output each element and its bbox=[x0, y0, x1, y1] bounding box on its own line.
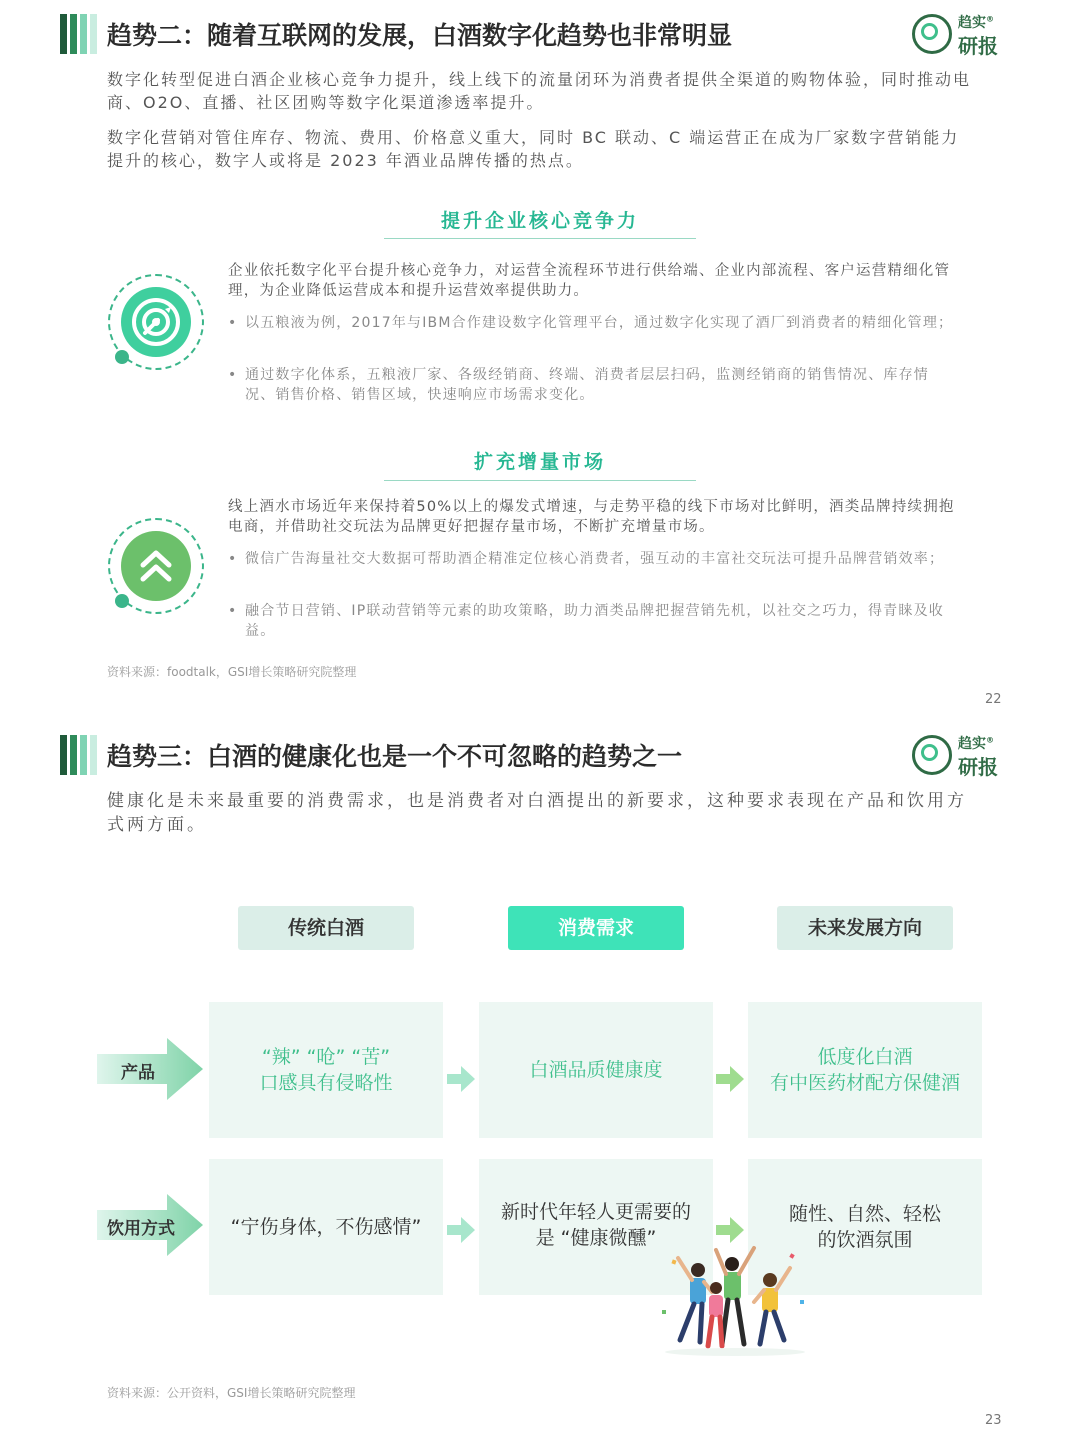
bullet-item: • 融合节日营销、IP联动营销等元素的助攻策略，助力酒类品牌把握营销先机，以社交之巧力，得青睐及收益。 bbox=[228, 603, 944, 639]
section-divider bbox=[384, 238, 696, 239]
bullet-text: 微信广告海量社交大数据可帮助酒企精准定位核心消费者，强互动的丰富社交玩法可提升品牌营销效率； bbox=[245, 551, 945, 567]
column-header-demand: 消费需求 bbox=[508, 906, 684, 950]
bullet-text: 通过数字化体系，五粮液厂家、各级经销商、终端、消费者层层扫码，监测经销商的销售情况、库存情况、销售价格、销售区域，快速响应市场需求变化。 bbox=[245, 367, 929, 403]
logo-text-top: 趋实 bbox=[958, 15, 986, 31]
cell-line: 的饮酒氛围 bbox=[817, 1229, 913, 1251]
row-label: 产品 bbox=[121, 1063, 155, 1083]
row-label-drinking-style bbox=[97, 1194, 203, 1256]
bullet-item: • 微信广告海量社交大数据可帮助酒企精准定位核心消费者，强互动的丰富社交玩法可提升品牌营销效率； bbox=[228, 551, 945, 567]
bullet-item: • 以五粮液为例，2017年与IBM合作建设数字化管理平台，通过数字化实现了酒厂到消费者的精细化管理； bbox=[228, 315, 954, 331]
target-icon bbox=[121, 287, 191, 357]
cell-line: 新时代年轻人更需要的 bbox=[500, 1201, 691, 1223]
logo-text-top: 趋实 bbox=[958, 736, 986, 752]
cell-line: “宁伤身体，不伤感情” bbox=[230, 1216, 422, 1238]
page-title: 趋势二：随着互联网的发展，白酒数字化趋势也非常明显 bbox=[107, 21, 733, 50]
table-cell bbox=[209, 1159, 443, 1295]
brand-logo bbox=[912, 12, 1008, 58]
right-arrow-icon bbox=[447, 1217, 475, 1243]
page-number: 23 bbox=[985, 1413, 1002, 1428]
cell-line: 低度化白酒 bbox=[817, 1046, 913, 1068]
logo-inner-ring-icon bbox=[921, 23, 938, 40]
section-title: 提升企业核心竞争力 bbox=[440, 210, 639, 232]
intro-paragraph-1: 数字化转型促进白酒企业核心竞争力提升，线上线下的流量闭环为消费者提供全渠道的购物体验，同时推动电商、O2O、直播、社区团购等数字化渠道渗透率提升。 bbox=[107, 70, 972, 112]
header-bars bbox=[60, 14, 97, 54]
logo-inner-ring-icon bbox=[921, 744, 938, 761]
logo-registered-mark: ® bbox=[986, 735, 994, 745]
cell-line: 随性、自然、轻松 bbox=[788, 1203, 941, 1225]
intro-paragraph-2: 数字化营销对管住库存、物流、费用、价格意义重大，同时 BC 联动、C 端运营正在成为厂家数字营销能力提升的核心，数字人或将是 2023 年酒业品牌传播的热点。 bbox=[107, 128, 960, 170]
bullet-item: • 通过数字化体系，五粮液厂家、各级经销商、终端、消费者层层扫码，监测经销商的销售情况、库存情况、销售价格、销售区域，快速响应市场需求变化。 bbox=[228, 367, 929, 403]
row-label: 饮用方式 bbox=[107, 1219, 175, 1239]
section-divider bbox=[384, 480, 696, 481]
table-cell bbox=[748, 1002, 982, 1138]
section-icon-badge bbox=[108, 518, 204, 614]
brand-logo bbox=[912, 733, 1008, 779]
right-arrow-icon bbox=[716, 1066, 744, 1092]
row-label-product bbox=[97, 1038, 203, 1100]
celebrating-people-illustration bbox=[650, 1240, 820, 1360]
bullet-text: 融合节日营销、IP联动营销等元素的助攻策略，助力酒类品牌把握营销先机，以社交之巧力，得青睐及收益。 bbox=[245, 603, 944, 639]
source-note: 资料来源：foodtalk，GSI增长策略研究院整理 bbox=[107, 665, 357, 679]
cell-line: 是 “健康微醺” bbox=[535, 1227, 657, 1249]
table-cell bbox=[209, 1002, 443, 1138]
header-bars bbox=[60, 735, 97, 775]
logo-registered-mark: ® bbox=[986, 14, 994, 24]
column-header-future: 未来发展方向 bbox=[777, 906, 953, 950]
section-icon-badge bbox=[108, 274, 204, 370]
cell-line: “辣” “呛” “苦” bbox=[261, 1046, 391, 1068]
page-title: 趋势三：白酒的健康化也是一个不可忽略的趋势之一 bbox=[107, 742, 683, 771]
section-title: 扩充增量市场 bbox=[473, 451, 606, 473]
source-note: 资料来源：公开资料，GSI增长策略研究院整理 bbox=[107, 1386, 356, 1400]
bullet-text: 以五粮液为例，2017年与IBM合作建设数字化管理平台，通过数字化实现了酒厂到消费者的精细化管理； bbox=[245, 315, 954, 331]
section-description: 线上酒水市场近年来保持着50%以上的爆发式增速，与走势平稳的线下市场对比鲜明，酒类品牌持续拥抱电商，并借助社交玩法为品牌更好把握存量市场，不断扩充增量市场。 bbox=[228, 499, 955, 535]
cell-line: 有中医药材配方保健酒 bbox=[769, 1072, 960, 1094]
cell-line: 口感具有侵略性 bbox=[259, 1072, 393, 1094]
section-description: 企业依托数字化平台提升核心竞争力，对运营全流程环节进行供给端、企业内部流程、客户运营精细化管理，为企业降低运营成本和提升运营效率提供助力。 bbox=[228, 263, 951, 299]
table-cell bbox=[479, 1002, 713, 1138]
right-arrow-icon bbox=[447, 1066, 475, 1092]
double-chevron-up-icon bbox=[121, 531, 191, 601]
cell-line: 白酒品质健康度 bbox=[529, 1059, 663, 1081]
column-header-traditional: 传统白酒 bbox=[238, 906, 414, 950]
logo-text-bottom: 研报 bbox=[958, 34, 998, 58]
intro-paragraph: 健康化是未来最重要的消费需求，也是消费者对白酒提出的新要求，这种要求表现在产品和饮用方式两方面。 bbox=[107, 791, 967, 835]
logo-text-bottom: 研报 bbox=[958, 755, 998, 779]
page-number: 22 bbox=[985, 692, 1002, 707]
